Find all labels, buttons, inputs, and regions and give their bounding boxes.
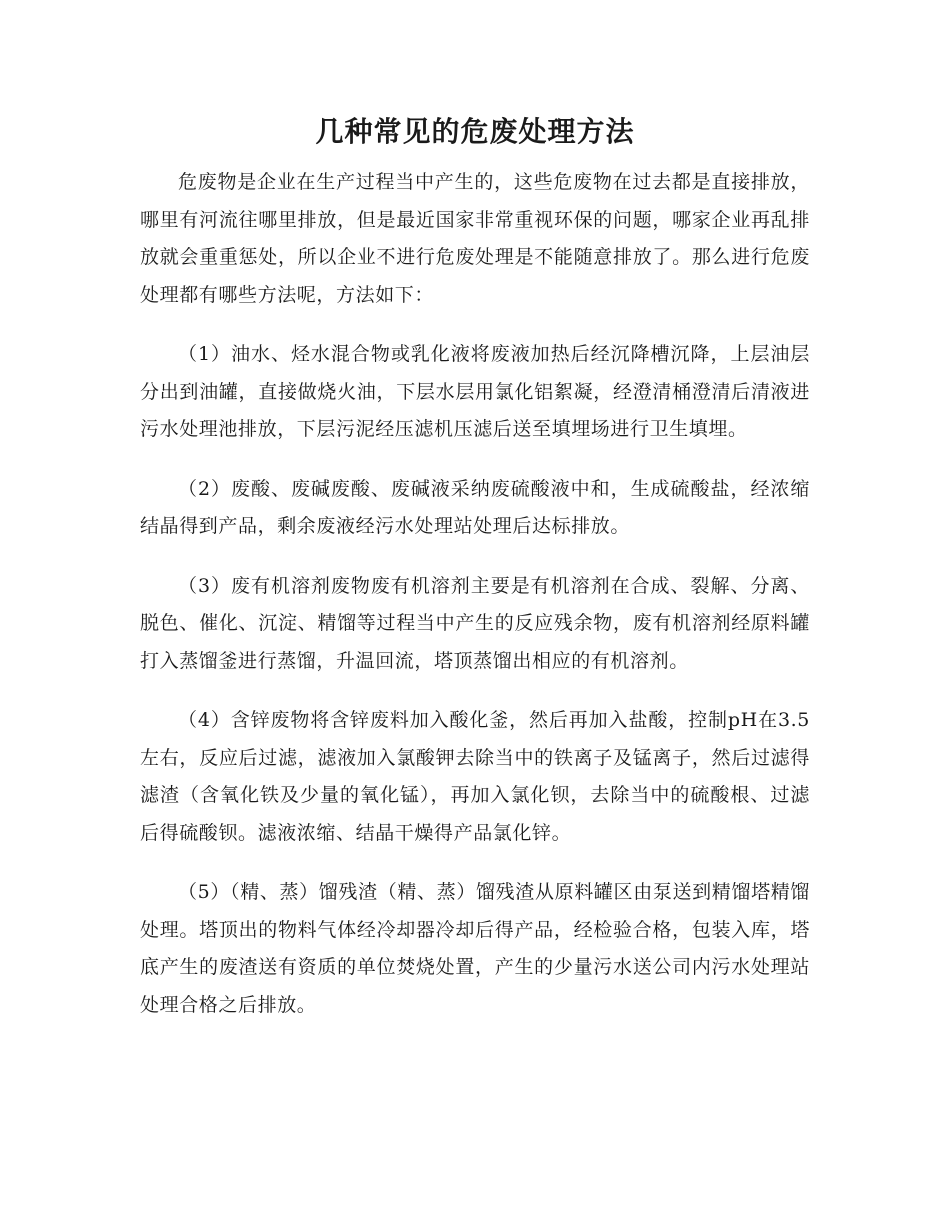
paragraph-method-3: （3）废有机溶剂废物废有机溶剂主要是有机溶剂在合成、裂解、分离、脱色、催化、沉淀、精馏等过程当中产生的反应残余物，废有机溶剂经原料罐打入蒸馏釜进行蒸馏，升温回流，塔顶蒸馏出相应的有机溶剂。 bbox=[140, 574, 810, 672]
document-page bbox=[140, 112, 810, 1046]
paragraph-method-5: （5）（精、蒸）馏残渣（精、蒸）馏残渣从原料罐区由泵送到精馏塔精馏处理。塔顶出的物料气体经冷却器冷却后得产品，经检验合格，包装入库，塔底产生的废渣送有资质的单位焚烧处置，产生的少量污水送公司内污水处理站处理合格之后排放。 bbox=[140, 881, 810, 1016]
paragraph-method-1: （1）油水、烃水混合物或乳化液将废液加热后经沉降槽沉降，上层油层分出到油罐，直接做烧火油，下层水层用氯化铝絮凝，经澄清桶澄清后清液进污水处理池排放，下层污泥经压滤机压滤后送至填埋场进行卫生填埋。 bbox=[140, 343, 810, 440]
paragraph-intro: 危废物是企业在生产过程当中产生的，这些危废物在过去都是直接排放，哪里有河流往哪里排放，但是最近国家非常重视环保的问题，哪家企业再乱排放就会重重惩处，所以企业不进行危废处理是不能随意排放了。那么进行危废处理都有哪些方法呢，方法如下： bbox=[140, 171, 810, 306]
paragraph-method-4: （4）含锌废物将含锌废料加入酸化釜，然后再加入盐酸，控制pH在3.5左右，反应后过滤，滤液加入氯酸钾去除当中的铁离子及锰离子，然后过滤得滤渣（含氧化铁及少量的氧化锰），再加入氯化钡，去除当中的硫酸根、过滤后得硫酸钡。滤液浓缩、结晶干燥得产品氯化锌。 bbox=[140, 709, 810, 844]
document-title: 几种常见的危废处理方法 bbox=[315, 115, 635, 148]
paragraph-method-2: （2）废酸、废碱废酸、废碱液采纳废硫酸液中和，生成硫酸盐，经浓缩结晶得到产品，剩余废液经污水处理站处理后达标排放。 bbox=[140, 477, 810, 537]
